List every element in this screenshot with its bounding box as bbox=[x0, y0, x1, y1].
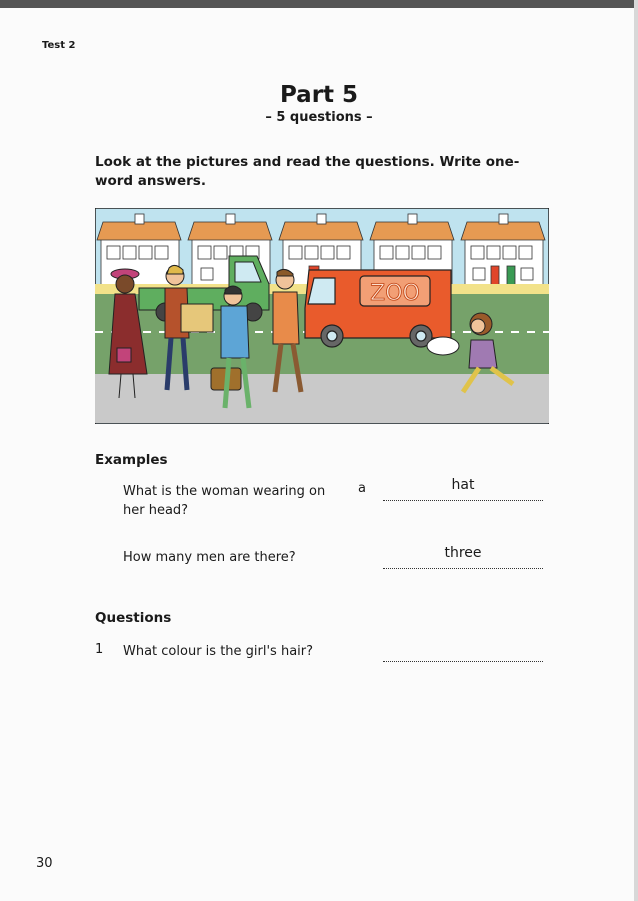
questions-heading: Questions bbox=[95, 610, 172, 626]
zoo-van bbox=[305, 270, 451, 347]
page-number: 30 bbox=[36, 856, 53, 871]
part-title: Part 5 bbox=[279, 82, 359, 108]
van-zoo-sign: ZOO bbox=[370, 281, 420, 306]
example-1-question: What is the woman wearing on her head? bbox=[123, 484, 326, 518]
test-label: Test 2 bbox=[42, 40, 76, 51]
example-1-prefix: a bbox=[358, 481, 366, 496]
question-1-answer-line[interactable] bbox=[383, 643, 543, 662]
part-subtitle: – 5 questions – bbox=[265, 110, 373, 125]
question-1-text: What colour is the girl's hair? bbox=[123, 644, 314, 659]
example-1-answer-line bbox=[383, 482, 543, 501]
instructions: Look at the pictures and read the questions. Write one-word answers. bbox=[95, 154, 520, 189]
examples-heading: Examples bbox=[95, 452, 168, 468]
example-2-question: How many men are there? bbox=[123, 550, 296, 565]
page-top-border bbox=[0, 0, 638, 8]
question-1-number: 1 bbox=[95, 642, 104, 657]
example-2-answer: three bbox=[444, 545, 482, 561]
page-right-edge bbox=[634, 0, 638, 901]
example-1-answer: hat bbox=[451, 477, 475, 493]
example-2-answer-line bbox=[383, 550, 543, 569]
street-illustration bbox=[95, 208, 549, 424]
